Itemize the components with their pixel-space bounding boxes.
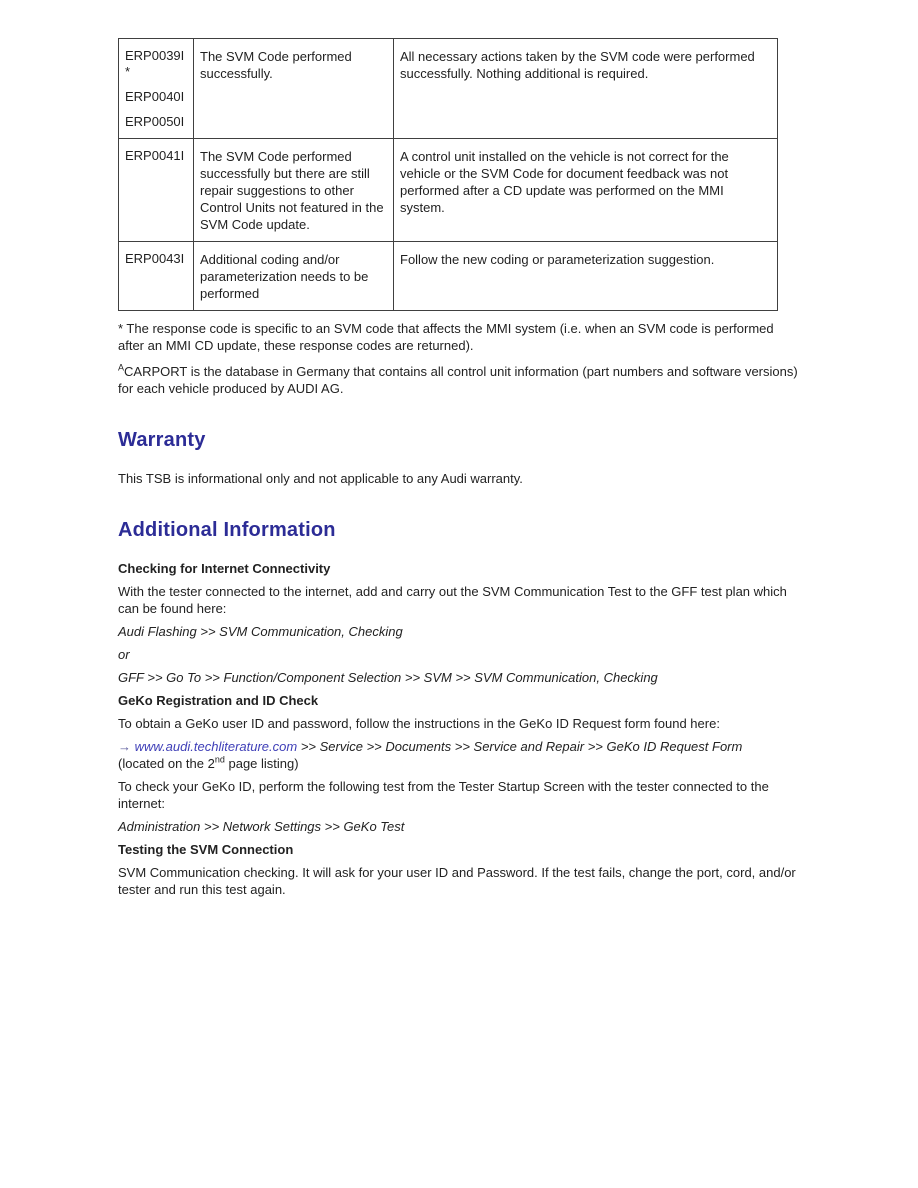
response-code-cell	[119, 39, 194, 139]
table-row	[119, 242, 778, 311]
code-description-cell: Additional coding and/or parameterization needs to be performed	[194, 242, 394, 311]
internet-connectivity-subheading: Checking for Internet Connectivity	[118, 561, 331, 576]
geko-link-line	[118, 738, 800, 755]
carport-footnote	[118, 363, 800, 397]
menu-path-audi-flashing: Audi Flashing >> SVM Communication, Checking	[118, 624, 403, 639]
response-code: ERP0041I	[125, 148, 185, 163]
svm-connection-body: SVM Communication checking. It will ask for your user ID and Password. If the test fails, change the port, cord, and/or tester and run this test again.	[118, 865, 796, 897]
code-action-cell: Follow the new coding or parameterization suggestion.	[394, 242, 778, 311]
geko-registration-subheading: GeKo Registration and ID Check	[118, 693, 319, 708]
warranty-body: This TSB is informational only and not applicable to any Audi warranty.	[118, 471, 523, 486]
response-code: ERP0043I	[125, 251, 185, 266]
asterisk-footnote: * The response code is specific to an SVM code that affects the MMI system (i.e. when an SVM code is performed after an MMI CD update, these response codes are returned).	[118, 321, 774, 353]
code-action-cell: A control unit installed on the vehicle is not correct for the vehicle or the SVM Code for document feedback was not performed after a CD update was performed on the MMI system.	[394, 139, 778, 242]
geko-body-2: To check your GeKo ID, perform the following test from the Tester Startup Screen with the tester connected to the internet:	[118, 779, 769, 811]
carport-footnote-text: CARPORT is the database in Germany that contains all control unit information (part numbers and software versions) for each vehicle produced by AUDI AG.	[118, 364, 798, 396]
menu-path-administration: Administration >> Network Settings >> GeKo Test	[118, 819, 405, 834]
or-text: or	[118, 647, 130, 662]
additional-information-heading: Additional Information	[118, 519, 336, 541]
response-code-cell	[119, 139, 194, 242]
warranty-heading: Warranty	[118, 429, 206, 451]
footnote-marker: *	[125, 64, 131, 79]
code-description-cell: The SVM Code performed successfully but there are still repair suggestions to other Control Units not featured in the SVM Code update.	[194, 139, 394, 242]
response-code-cell	[119, 242, 194, 311]
code-description-cell: The SVM Code performed successfully.	[194, 39, 394, 139]
link-menu-path: >> Service >> Documents >> Service and Repair >> GeKo ID Request Form	[300, 739, 743, 754]
table-row	[119, 39, 778, 139]
svm-connection-subheading: Testing the SVM Connection	[118, 842, 294, 857]
menu-path-gff: GFF >> Go To >> Function/Component Selection >> SVM >> SVM Communication, Checking	[118, 670, 658, 685]
geko-body-1: To obtain a GeKo user ID and password, follow the instructions in the GeKo ID Request form found here:	[118, 716, 720, 731]
ordinal-superscript: nd	[214, 754, 225, 765]
code-action-cell: All necessary actions taken by the SVM code were performed successfully. Nothing additional is required.	[394, 39, 778, 139]
page-listing-note: (located on the 2nd page listing)	[118, 754, 299, 771]
svm-response-codes-table	[118, 38, 778, 311]
techliterature-link[interactable]: www.audi.techliterature.com	[134, 739, 298, 754]
response-code: ERP0050I	[125, 114, 185, 129]
internet-connectivity-body: With the tester connected to the internet, add and carry out the SVM Communication Test to the GFF test plan which can be found here:	[118, 584, 787, 616]
response-code: ERP0039I	[125, 48, 185, 63]
table-row	[119, 139, 778, 242]
link-arrow-icon: →	[118, 739, 131, 754]
response-code: ERP0040I	[125, 89, 185, 104]
carport-footnote-marker: A	[118, 362, 125, 373]
